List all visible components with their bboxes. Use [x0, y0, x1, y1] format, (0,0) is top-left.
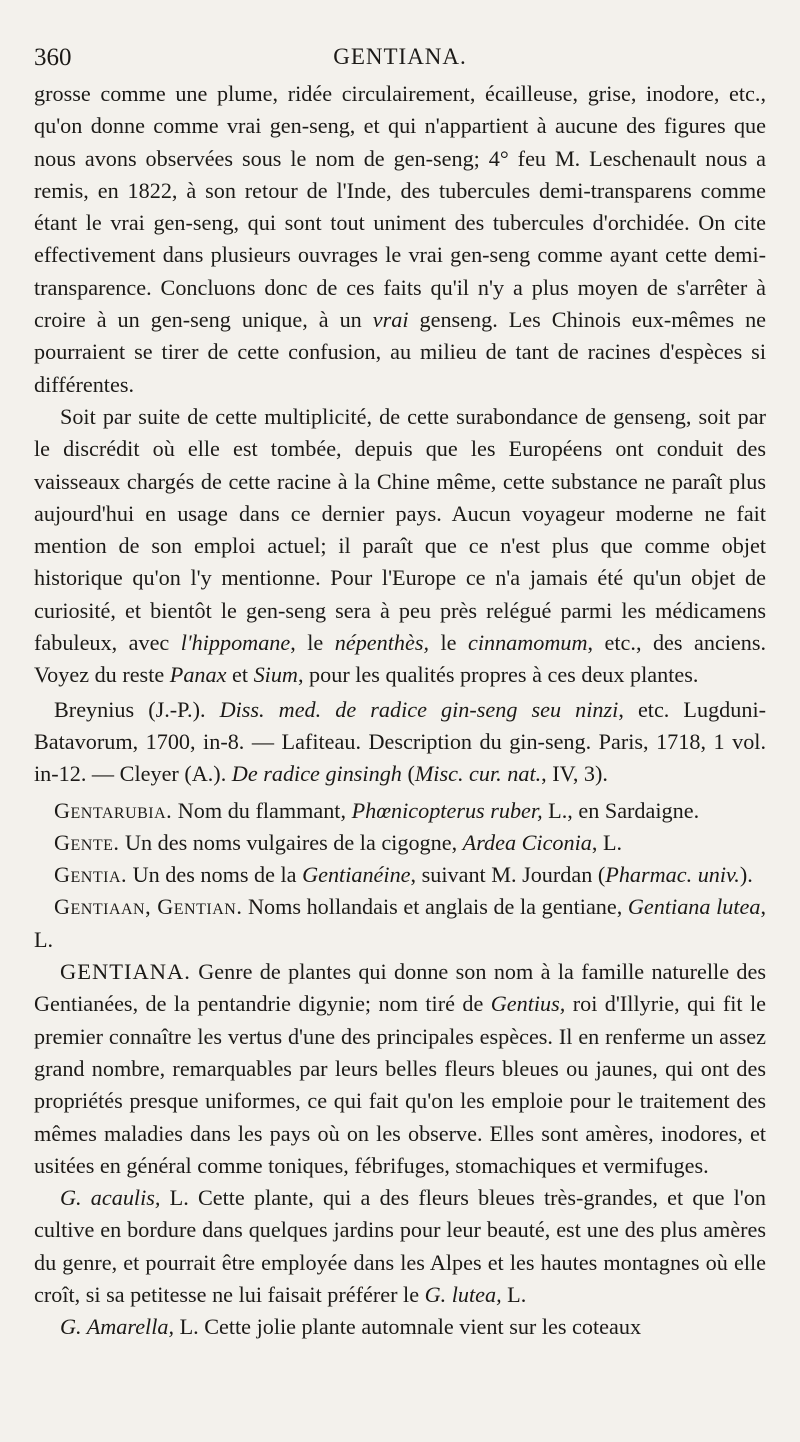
paragraph-g-acaulis: G. acaulis, L. Cette plante, qui a des fleurs bleues très-grandes, et que l'on cultive en bordure dans quelques jardins pour leur beauté, est une des plus amères du genre, et pourrait être employée dans les Alpes et les hautes montagnes où elle croît, si sa petitesse ne lui faisait préférer le G. lutea, L.: [34, 1185, 766, 1307]
entry-gentia: Gentia. Un des noms de la Gentianéine, suivant M. Jourdan (Pharmac. univ.).: [54, 862, 753, 888]
main-text: [34, 78, 766, 1344]
paragraph-g-amarella: G. Amarella, L. Cette jolie plante automnale vient sur les coteaux: [60, 1314, 642, 1340]
running-title: GENTIANA.: [333, 44, 467, 69]
paragraph-gen-seng-usage: Soit par suite de cette multiplicité, de cette surabondance de genseng, soit par le discrédit où elle est tombée, depuis que les Européens ont conduit des vaisseaux chargés de cette racine à la Chine même, cette substance ne paraît plus aujourd'hui en usage dans ce dernier pays. Aucun voyageur moderne ne fait mention de son emploi actuel; il paraît que ce n'est plus que comme objet historique qu'on l'y mentionne. Pour l'Europe ce n'a jamais été qu'un objet de curiosité, et bientôt le gen-seng sera à peu près relégué parmi les médicamens fabuleux, avec l'hippomane, le népenthès, le cinnamomum, etc., des anciens. Voyez du reste Panax et Sium, pour les qualités propres à ces deux plantes.: [34, 403, 767, 688]
bibliography: [34, 694, 766, 956]
paragraph-gen-seng-continuation: grosse comme une plume, ridée circulairement, écailleuse, grise, inodore, etc., qu'on donne comme vrai gen-seng, et qui n'appartient à aucune des figures que nous avons observées sous le nom de gen-seng; 4° feu M. Leschenault nous a remis, en 1822, à son retour de l'Inde, des tubercules demi-transparens comme étant le vrai gen-seng, qui sont tout uniment des tubercules d'orchidée. On cite effectivement dans plusieurs ouvrages le vrai gen-seng comme ayant cette demi-transparence. Concluons donc de ces faits qu'il n'y a plus moyen de s'arrêter à croire à un gen-seng unique, à un vrai genseng. Les Chinois eux-mêmes ne pourraient se tirer de cette confusion, au milieu de tant de racines d'espèces si différentes.: [34, 81, 767, 397]
page-number: 360: [34, 44, 72, 71]
paragraph-gentiana-genus: GENTIANA. Genre de plantes qui donne son nom à la famille naturelle des Gentianées, de la pentandrie digynie; nom tiré de Gentius, roi d'Illyrie, qui fit le premier connaître les vertus d'une des principales espèces. Il en renferme un assez grand nombre, remarquables par leurs belles fleurs bleues ou jaunes, qui ont des propriétés presque uniformes, ce qui fait qu'on les emploie pour le traitement des mêmes maladies dans les pays où on les observe. Elles sont amères, inodores, et usitées en général comme toniques, fébrifuges, stomachiques et vermifuges.: [34, 959, 767, 1178]
page-header: [34, 40, 766, 78]
entry-gente: Gente. Un des noms vulgaires de la cigogne, Ardea Ciconia, L.: [54, 829, 623, 855]
bibliography-entry: Breynius (J.-P.). Diss. med. de radice gin-seng seu ninzi, etc. Lugduni-Batavorum, 1700, in-8. — Lafiteau. Description du gin-seng. Paris, 1718, 1 vol. in-12. — Cleyer (A.). De radice ginsingh (Misc. cur. nat., IV, 3).: [34, 696, 767, 787]
entry-gentiaan: Gentiaan, Gentian. Noms hollandais et anglais de la gentiane, Gentiana lutea, L.: [34, 894, 766, 952]
entry-gentarubia: Gentarubia. Nom du flammant, Phœnicopterus ruber, L., en Sardaigne.: [54, 797, 700, 823]
entry-heading-gentiana: GENTIANA.: [60, 959, 191, 985]
